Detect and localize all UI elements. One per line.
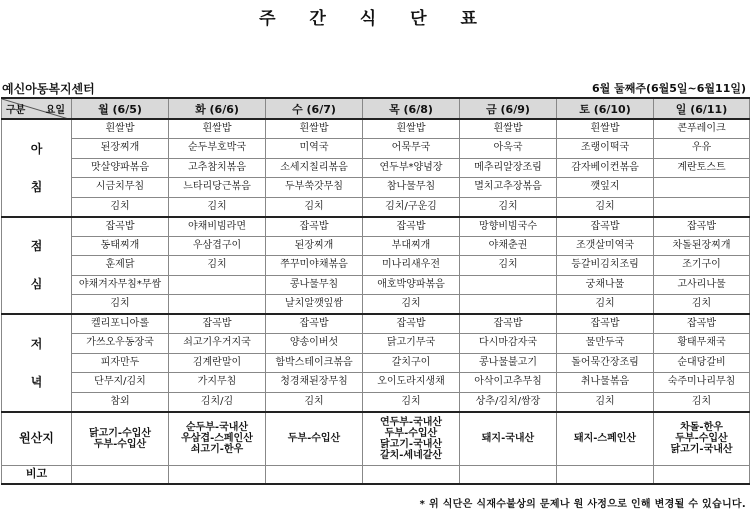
dinner-row: [2, 314, 750, 334]
page-title: 주 간 식 단 표: [259, 9, 491, 29]
breakfast-row: [2, 158, 750, 178]
menu-item: 쇠고기우거지국: [169, 334, 266, 354]
origin-entry: 연두부-국내산: [379, 416, 443, 428]
menu-item: 흰쌀밥: [169, 119, 266, 139]
menu-item: 야채겨자무침*무쌈: [72, 275, 169, 295]
menu-item: 콩나물불고기: [460, 353, 557, 373]
origin-entry: 쇠고기-한우: [190, 444, 244, 456]
menu-item: 조기구이: [654, 256, 750, 276]
menu-item: 맛살양파볶음: [72, 158, 169, 178]
menu-item: 흰쌀밥: [72, 119, 169, 139]
day-header-mon: 월 (6/5): [72, 98, 169, 119]
breakfast-label-top: 아: [30, 141, 43, 156]
origin-entry: 닭고기-수입산: [88, 427, 152, 439]
menu-item: 조랭이떡국: [557, 139, 654, 159]
menu-item: 콩나물무침: [266, 275, 363, 295]
menu-item: 된장찌개: [266, 236, 363, 256]
menu-item: 피자만두: [72, 353, 169, 373]
origin-entry: 돼지-국내산: [481, 433, 535, 445]
organization-name: 예신아동복지센터: [2, 82, 95, 96]
menu-item: 김치: [363, 295, 460, 315]
change-notice: * 위 식단은 식재수불상의 문제나 원 사정으로 인해 변경될 수 있습니다.: [419, 499, 746, 510]
menu-item: 가쓰오우동장국: [72, 334, 169, 354]
dinner-row: [2, 373, 750, 393]
origin-entry: 차돌-한우: [680, 422, 723, 434]
notes-cell: [460, 466, 557, 484]
menu-item: 등갈비김치조림: [557, 256, 654, 276]
origin-cell: [460, 412, 557, 466]
origin-entry: 우삼겹-스페인산: [181, 433, 253, 445]
menu-item: 잡곡밥: [654, 314, 750, 334]
menu-item: 느타리당근볶음: [169, 178, 266, 198]
menu-item: [169, 275, 266, 295]
menu-item: 멸치고추장볶음: [460, 178, 557, 198]
weekly-menu-table: [1, 97, 750, 485]
menu-item: 고사리나물: [654, 275, 750, 295]
origin-entry: 두부-수입산: [384, 427, 438, 439]
menu-item: 참외: [72, 392, 169, 412]
breakfast-label: [2, 119, 72, 217]
menu-item: 참나물무침: [363, 178, 460, 198]
menu-item: 양송이버섯: [266, 334, 363, 354]
menu-item: 시금치무침: [72, 178, 169, 198]
breakfast-row: [2, 197, 750, 217]
menu-item: 잡곡밥: [460, 314, 557, 334]
menu-item: 된장찌개: [72, 139, 169, 159]
menu-item: 김치: [266, 392, 363, 412]
lunch-row: [2, 256, 750, 276]
lunch-row: [2, 275, 750, 295]
breakfast-row: [2, 178, 750, 198]
menu-item: 아욱국: [460, 139, 557, 159]
menu-item: 아삭이고추무침: [460, 373, 557, 393]
menu-item: 쭈꾸미야채볶음: [266, 256, 363, 276]
notes-cell: [363, 466, 460, 484]
menu-item: 흰쌀밥: [460, 119, 557, 139]
notes-cell: [654, 466, 750, 484]
menu-item: 소세지칠리볶음: [266, 158, 363, 178]
menu-item: 감자베이컨볶음: [557, 158, 654, 178]
notes-cell: [557, 466, 654, 484]
menu-item: 차돌된장찌개: [654, 236, 750, 256]
corner-cell: [2, 98, 72, 119]
menu-item: 잡곡밥: [266, 314, 363, 334]
menu-item: [654, 197, 750, 217]
menu-item: 흰쌀밥: [363, 119, 460, 139]
dinner-label: [2, 314, 72, 412]
menu-item: 부대찌개: [363, 236, 460, 256]
menu-item: 우유: [654, 139, 750, 159]
menu-item: 청경채된장무침: [266, 373, 363, 393]
dinner-row: [2, 334, 750, 354]
menu-item: 우삼겹구이: [169, 236, 266, 256]
menu-item: 단무지/김치: [72, 373, 169, 393]
day-header-tue: 화 (6/6): [169, 98, 266, 119]
menu-item: 황태무채국: [654, 334, 750, 354]
lunch-row: [2, 295, 750, 315]
menu-item: 오이도라지생채: [363, 373, 460, 393]
menu-item: 갈치구이: [363, 353, 460, 373]
origin-cell: [266, 412, 363, 466]
lunch-label-bottom: 심: [30, 277, 43, 292]
notes-cell: [169, 466, 266, 484]
origin-entry: 닭고기-국내산: [670, 444, 733, 456]
menu-item: 다시마감자국: [460, 334, 557, 354]
origin-entry: 두부-수입산: [287, 433, 341, 445]
menu-item: [654, 178, 750, 198]
menu-item: 두부쑥갓무침: [266, 178, 363, 198]
menu-item: 동태찌개: [72, 236, 169, 256]
lunch-row: [2, 236, 750, 256]
dinner-row: [2, 392, 750, 412]
corner-label-day: 요일: [45, 105, 65, 116]
origin-label: 원산지: [2, 412, 72, 466]
lunch-row: [2, 217, 750, 237]
menu-item: 숙주미나리무침: [654, 373, 750, 393]
dinner-label-top: 저: [30, 336, 43, 351]
day-header-wed: 수 (6/7): [266, 98, 363, 119]
menu-item: 훈제닭: [72, 256, 169, 276]
dinner-row: [2, 353, 750, 373]
menu-item: 야채춘권: [460, 236, 557, 256]
menu-item: 잡곡밥: [72, 217, 169, 237]
menu-item: 잡곡밥: [169, 314, 266, 334]
menu-item: 김치: [169, 197, 266, 217]
menu-item: 김치: [654, 392, 750, 412]
menu-item: 켈리포니아롤: [72, 314, 169, 334]
menu-item: 상추/김치/쌈장: [460, 392, 557, 412]
notes-label: 비고: [2, 466, 72, 484]
origin-entry: 두부-수입산: [93, 438, 147, 450]
menu-item: 미역국: [266, 139, 363, 159]
menu-item: 김치: [557, 392, 654, 412]
origin-entry: 닭고기-국내산: [379, 438, 443, 450]
menu-item: 콘푸레이크: [654, 119, 750, 139]
menu-item: 연두부*양념장: [363, 158, 460, 178]
menu-item: 잡곡밥: [363, 217, 460, 237]
day-header-thu: 목 (6/8): [363, 98, 460, 119]
menu-item: 취나물볶음: [557, 373, 654, 393]
menu-item: 어묵무국: [363, 139, 460, 159]
menu-item: 잡곡밥: [266, 217, 363, 237]
lunch-label: [2, 217, 72, 315]
menu-item: 야채비빔라면: [169, 217, 266, 237]
menu-item: 김치/김: [169, 392, 266, 412]
menu-item: 김치/구운김: [363, 197, 460, 217]
menu-item: 닭고기무국: [363, 334, 460, 354]
menu-item: 돌어묵간장조림: [557, 353, 654, 373]
menu-item: 김계란말이: [169, 353, 266, 373]
origin-cell: [654, 412, 750, 466]
corner-label-category: 구분: [6, 105, 26, 116]
menu-item: 미나리새우전: [363, 256, 460, 276]
menu-item: 김치: [72, 295, 169, 315]
breakfast-label-bottom: 침: [30, 179, 43, 194]
menu-item: 궁채나물: [557, 275, 654, 295]
day-header-sat: 토 (6/10): [557, 98, 654, 119]
menu-item: 망향비빔국수: [460, 217, 557, 237]
menu-item: 순대당갈비: [654, 353, 750, 373]
menu-item: [460, 295, 557, 315]
origin-entry: 순두부-국내산: [185, 422, 249, 434]
menu-item: 가지무침: [169, 373, 266, 393]
menu-item: 김치: [557, 295, 654, 315]
origin-entry: 돼지-스페인산: [573, 433, 637, 445]
origin-entry: 갈치-세네갈산: [379, 449, 443, 461]
week-label: 6월 둘째주(6월5일~6월11일): [591, 82, 746, 95]
menu-item: 흰쌀밥: [557, 119, 654, 139]
origin-cell: [169, 412, 266, 466]
breakfast-row: [2, 119, 750, 139]
menu-item: 김치: [460, 256, 557, 276]
notes-cell: [266, 466, 363, 484]
origin-cell: [557, 412, 654, 466]
menu-item: 김치: [363, 392, 460, 412]
menu-item: 잡곡밥: [557, 217, 654, 237]
menu-item: [169, 295, 266, 315]
origin-cell: [363, 412, 460, 466]
menu-item: 순두부호박국: [169, 139, 266, 159]
menu-item: 잡곡밥: [654, 217, 750, 237]
menu-item: 김치: [266, 197, 363, 217]
menu-item: 메추리알장조림: [460, 158, 557, 178]
origin-row: [2, 412, 750, 466]
menu-item: 물만두국: [557, 334, 654, 354]
breakfast-row: [2, 139, 750, 159]
menu-item: 잡곡밥: [557, 314, 654, 334]
menu-item: 깻잎지: [557, 178, 654, 198]
day-header-sun: 일 (6/11): [654, 98, 750, 119]
menu-item: 흰쌀밥: [266, 119, 363, 139]
origin-cell: [72, 412, 169, 466]
day-header-fri: 금 (6/9): [460, 98, 557, 119]
menu-item: 김치: [169, 256, 266, 276]
menu-item: 고추참치볶음: [169, 158, 266, 178]
menu-item: 조갯살미역국: [557, 236, 654, 256]
menu-item: 김치: [460, 197, 557, 217]
menu-item: 날치알깻잎쌈: [266, 295, 363, 315]
menu-item: [460, 275, 557, 295]
notes-cell: [72, 466, 169, 484]
menu-item: 함박스테이크볶음: [266, 353, 363, 373]
menu-item: 김치: [72, 197, 169, 217]
menu-item: 계란토스트: [654, 158, 750, 178]
dinner-label-bottom: 녁: [30, 374, 43, 389]
menu-item: 김치: [654, 295, 750, 315]
menu-item: 애호박양파볶음: [363, 275, 460, 295]
menu-item: 김치: [557, 197, 654, 217]
origin-entry: 두부-수입산: [675, 433, 728, 445]
menu-item: 잡곡밥: [363, 314, 460, 334]
header-row: [2, 98, 750, 119]
lunch-label-top: 점: [30, 239, 43, 254]
notes-row: [2, 466, 750, 484]
